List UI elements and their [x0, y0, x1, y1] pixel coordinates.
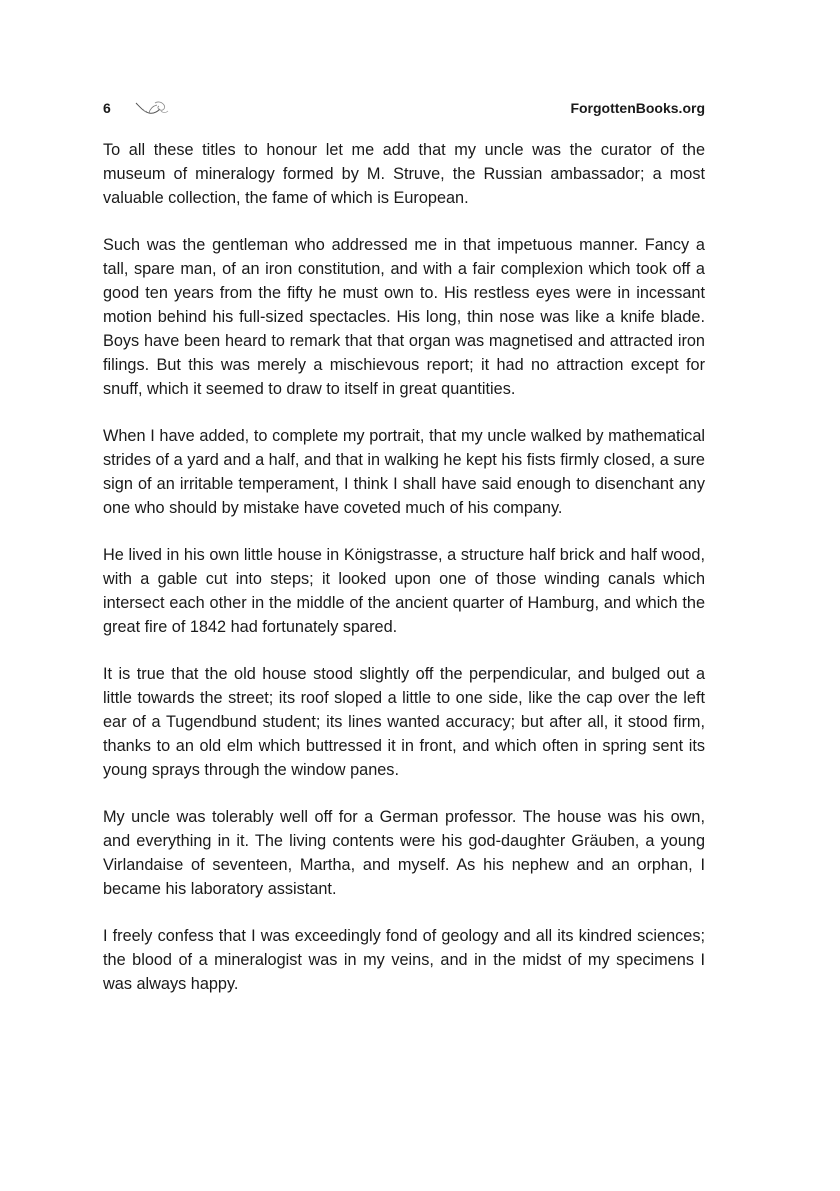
paragraph: To all these titles to honour let me add that my uncle was the curator of the museum of mineralogy formed by M. Struve, the Russian ambassador; a most valuable collection, the fame of which is European. — [103, 141, 705, 207]
paragraph: He lived in his own little house in Königstrasse, a structure half brick and half wood, with a gable cut into steps; it looked upon one of those winding canals which intersect each other in the middle of the ancient quarter of Hamburg, and which the great fire of 1842 had fortunately spared. — [103, 546, 705, 636]
page-header — [103, 99, 705, 121]
paragraph: I freely confess that I was exceedingly fond of geology and all its kindred sciences; the blood of a mineralogist was in my veins, and in the midst of my specimens I was always happy. — [103, 927, 705, 993]
paragraph: Such was the gentleman who addressed me in that impetuous manner. Fancy a tall, spare man, of an iron constitution, and with a fair complexion which took off a good ten years from the fifty he must own to. His restless eyes were in incessant motion behind his full-sized spectacles. His long, thin nose was like a knife blade. Boys have been heard to remark that that organ was magnetised and attracted iron filings. But this was merely a mischievous report; it had no attraction except for snuff, which it seemed to draw to itself in great quantities. — [103, 236, 705, 398]
paragraph: My uncle was tolerably well off for a German professor. The house was his own, and everything in it. The living contents were his god-daughter Gräuben, a young Virlandaise of seventeen, Martha, and myself. As his nephew and an orphan, I became his laboratory assistant. — [103, 808, 705, 898]
paragraph: It is true that the old house stood slightly off the perpendicular, and bulged out a little towards the street; its roof sloped a little to one side, like the cap over the left ear of a Tugendbund student; its lines wanted accuracy; but after all, it stood firm, thanks to an old elm which buttressed it in front, and which often in spring sent its young sprays through the window panes. — [103, 665, 705, 779]
forgottenbooks-logo-icon — [135, 99, 169, 117]
site-name: ForgottenBooks.org — [570, 100, 705, 116]
paragraph: When I have added, to complete my portrait, that my uncle walked by mathematical strides of a yard and a half, and that in walking he kept his fists firmly closed, a sure sign of an irritable temperament, I think I shall have said enough to disenchant any one who should by mistake have coveted much of his company. — [103, 427, 705, 517]
page-number: 6 — [103, 100, 111, 116]
body-text — [103, 138, 705, 996]
